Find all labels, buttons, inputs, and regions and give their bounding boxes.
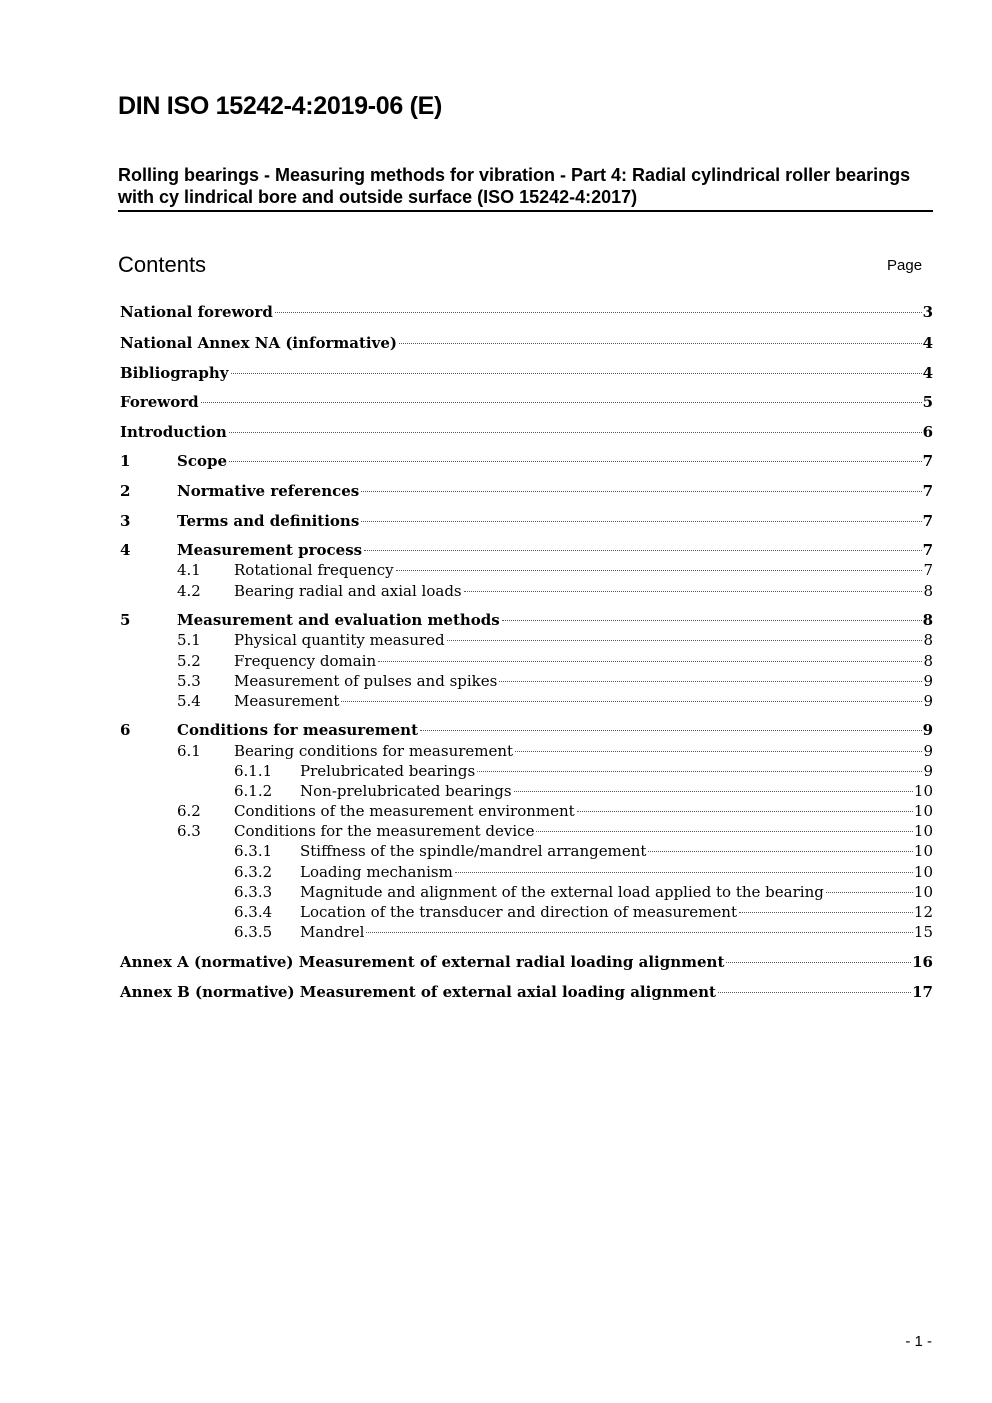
toc-entry[interactable]: [234, 923, 933, 943]
toc-entry[interactable]: [120, 953, 933, 973]
toc-entry-title: Annex B (normative) Measurement of external axial loading alignment: [120, 983, 716, 1001]
toc-entry[interactable]: [177, 822, 933, 842]
toc-entry[interactable]: [234, 762, 933, 782]
toc-dot-leader: [447, 640, 923, 641]
toc-dot-leader: [229, 432, 922, 433]
toc-entry-title: National Annex NA (informative): [120, 334, 397, 352]
toc-dot-leader: [536, 831, 912, 832]
toc-entry-page: 8: [923, 582, 933, 600]
toc-entry[interactable]: [234, 883, 933, 903]
toc-entry-page: 7: [922, 512, 933, 530]
toc-entry-title: Bearing conditions for measurement: [234, 742, 514, 760]
toc-entry-title: Mandrel: [300, 923, 365, 941]
toc-entry-page: 8: [923, 652, 933, 670]
toc-dot-leader: [455, 872, 913, 873]
toc-entry[interactable]: [120, 611, 933, 631]
toc-entry-number: 4: [120, 541, 131, 559]
toc-dot-leader: [464, 591, 923, 592]
toc-entry-title: Introduction: [120, 423, 227, 441]
toc-entry[interactable]: [120, 393, 933, 413]
toc-entry-number: 5.3: [177, 672, 201, 690]
toc-entry[interactable]: [177, 692, 933, 712]
toc-entry-page: 9: [923, 742, 933, 760]
toc-entry-page: 12: [913, 903, 933, 921]
toc-entry-page: 3: [922, 303, 933, 321]
toc-dot-leader: [515, 751, 922, 752]
toc-dot-leader: [366, 932, 912, 933]
toc-dot-leader: [477, 771, 922, 772]
toc-entry-title: Physical quantity measured: [234, 631, 445, 649]
toc-entry-number: 6.1.1: [234, 762, 273, 780]
toc-entry-number: 5.1: [177, 631, 201, 649]
toc-entry-page: 4: [922, 364, 933, 382]
toc-entry-number: 5.4: [177, 692, 201, 710]
toc-entry[interactable]: [120, 334, 933, 354]
toc-entry[interactable]: [177, 652, 933, 672]
toc-dot-leader: [577, 811, 913, 812]
contents-heading: Contents: [118, 252, 207, 277]
toc-entry[interactable]: [234, 863, 933, 883]
toc-entry-number: 6.3.3: [234, 883, 273, 901]
toc-entry-number: 4.2: [177, 582, 201, 600]
toc-entry-number: 2: [120, 482, 131, 500]
toc-dot-leader: [399, 343, 922, 344]
toc-dot-leader: [718, 992, 911, 993]
toc-dot-leader: [502, 620, 922, 621]
toc-entry-title: Loading mechanism: [300, 863, 453, 881]
toc-dot-leader: [361, 521, 921, 522]
toc-entry[interactable]: [177, 672, 933, 692]
toc-dot-leader: [514, 791, 913, 792]
toc-entry[interactable]: [177, 582, 933, 602]
toc-entry-page: 7: [922, 482, 933, 500]
toc-entry-number: 3: [120, 512, 131, 530]
toc-entry-title: Bearing radial and axial loads: [234, 582, 462, 600]
toc-dot-leader: [499, 681, 922, 682]
toc-dot-leader: [726, 962, 911, 963]
toc-entry-number: 6.3.4: [234, 903, 273, 921]
toc-entry[interactable]: [120, 364, 933, 384]
toc-entry-page: 10: [913, 822, 933, 840]
toc-entry-title: Stiffness of the spindle/mandrel arrangement: [300, 842, 647, 860]
toc-entry-title: Non-prelubricated bearings: [300, 782, 512, 800]
toc-entry-page: 8: [923, 631, 933, 649]
toc-entry-title: Foreword: [120, 393, 199, 411]
toc-entry-title: Magnitude and alignment of the external load applied to the bearing: [300, 883, 824, 901]
toc-entry-number: 6.3: [177, 822, 201, 840]
toc-dot-leader: [826, 892, 913, 893]
toc-entry-page: 15: [913, 923, 933, 941]
toc-entry-page: 7: [922, 541, 933, 559]
toc-entry[interactable]: [234, 842, 933, 862]
toc-entry-number: 6: [120, 721, 131, 739]
toc-entry-title: Conditions of the measurement environment: [234, 802, 575, 820]
toc-entry-title: Measurement of pulses and spikes: [234, 672, 498, 690]
toc-dot-leader: [229, 461, 922, 462]
toc-entry-title: Measurement process: [177, 541, 363, 559]
toc-entry-title: Scope: [177, 452, 228, 470]
toc-entry-title: Normative references: [177, 482, 360, 500]
toc-dot-leader: [396, 570, 923, 571]
toc-entry-number: 6.3.2: [234, 863, 273, 881]
toc-entry-page: 10: [913, 782, 933, 800]
toc-entry[interactable]: [234, 903, 933, 923]
toc-entry-title: Conditions for the measurement device: [234, 822, 535, 840]
toc-entry[interactable]: [234, 782, 933, 802]
document-title: DIN ISO 15242-4:2019-06 (E): [118, 92, 443, 120]
toc-dot-leader: [648, 851, 912, 852]
toc-entry-number: 5.2: [177, 652, 201, 670]
toc-entry[interactable]: [177, 742, 933, 762]
toc-dot-leader: [231, 373, 922, 374]
toc-entry-title: Conditions for measurement: [177, 721, 419, 739]
toc-entry[interactable]: [177, 631, 933, 651]
toc-entry-page: 10: [913, 883, 933, 901]
toc-dot-leader: [361, 491, 921, 492]
toc-entry-page: 17: [912, 983, 933, 1001]
toc-entry[interactable]: [120, 423, 933, 443]
toc-entry-title: Location of the transducer and direction of measurement: [300, 903, 737, 921]
toc-entry[interactable]: [120, 303, 933, 323]
toc-entry-page: 9: [923, 762, 933, 780]
toc-dot-leader: [420, 730, 922, 731]
toc-entry-page: 7: [922, 452, 933, 470]
toc-entry-title: Prelubricated bearings: [300, 762, 476, 780]
toc-entry-title: Rotational frequency: [234, 561, 394, 579]
toc-entry-page: 16: [912, 953, 933, 971]
toc-entry[interactable]: [120, 983, 933, 1003]
toc-entry-title: Terms and definitions: [177, 512, 360, 530]
toc-dot-leader: [378, 661, 922, 662]
toc-entry-title: Measurement: [234, 692, 340, 710]
toc-entry-number: 6.3.5: [234, 923, 273, 941]
toc-entry-number: 1: [120, 452, 131, 470]
toc-entry-number: 6.1: [177, 742, 201, 760]
toc-entry-number: 6.3.1: [234, 842, 273, 860]
toc-entry-page: 9: [922, 721, 933, 739]
toc-entry[interactable]: [120, 512, 933, 532]
toc-entry[interactable]: [120, 452, 933, 472]
toc-dot-leader: [275, 312, 922, 313]
toc-entry-page: 10: [913, 802, 933, 820]
toc-dot-leader: [341, 701, 922, 702]
toc-entry-title: National foreword: [120, 303, 273, 321]
toc-entry-number: 6.1.2: [234, 782, 273, 800]
toc-entry-page: 4: [922, 334, 933, 352]
toc-entry-number: 6.2: [177, 802, 201, 820]
toc-entry[interactable]: [120, 541, 933, 561]
toc-entry-page: 10: [913, 842, 933, 860]
toc-entry-page: 10: [913, 863, 933, 881]
toc-entry-page: 7: [923, 561, 933, 579]
footer-page-number: - 1 -: [905, 1333, 932, 1350]
document-subtitle: Rolling bearings - Measuring methods for vibration - Part 4: Radial cylindrical roller bearings with cy lindrical bore and outside surface (ISO 15242-4:2017): [118, 164, 933, 212]
toc-entry-page: 5: [922, 393, 933, 411]
toc-entry-page: 9: [923, 672, 933, 690]
toc-dot-leader: [364, 550, 921, 551]
toc-entry[interactable]: [120, 721, 933, 741]
toc-entry[interactable]: [120, 482, 933, 502]
toc-entry-title: Measurement and evaluation methods: [177, 611, 500, 629]
toc-entry-title: Annex A (normative) Measurement of external radial loading alignment: [120, 953, 725, 971]
toc-entry-page: 9: [923, 692, 933, 710]
toc-entry[interactable]: [177, 802, 933, 822]
toc-entry-title: Frequency domain: [234, 652, 377, 670]
toc-entry-title: Bibliography: [120, 364, 229, 382]
toc-entry-number: 4.1: [177, 561, 201, 579]
toc-dot-leader: [739, 912, 913, 913]
toc-dot-leader: [201, 402, 922, 403]
toc-entry-page: 6: [922, 423, 933, 441]
toc-entry-page: 8: [922, 611, 933, 629]
toc-entry-number: 5: [120, 611, 131, 629]
toc-entry[interactable]: [177, 561, 933, 581]
page-column-heading: Page: [887, 257, 923, 274]
